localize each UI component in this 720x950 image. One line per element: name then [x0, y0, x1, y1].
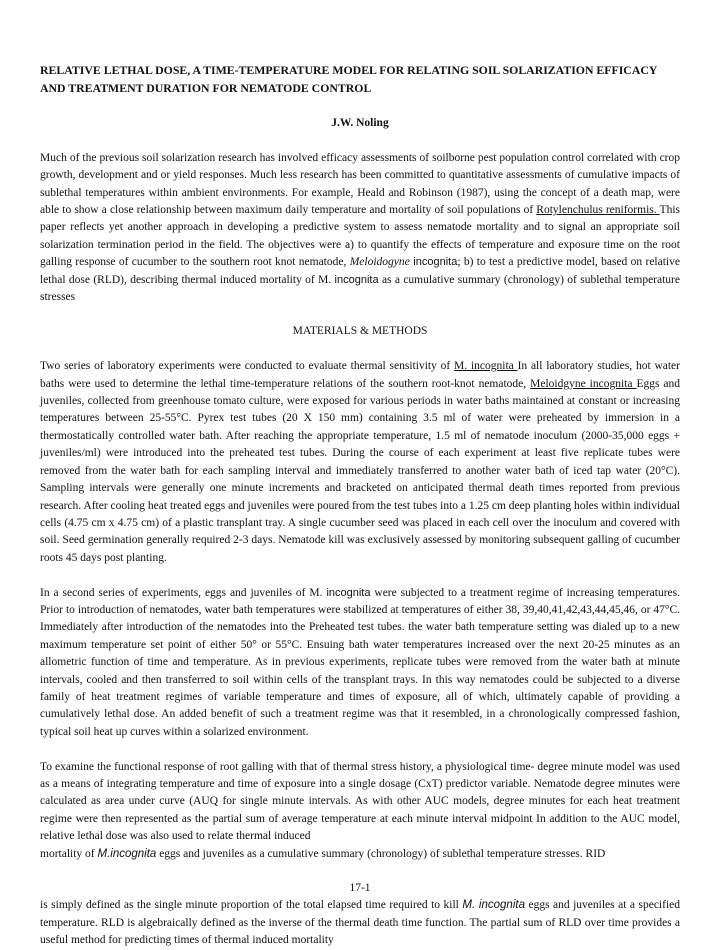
final-paragraph: [40, 897, 680, 949]
methods1-text-c: Eggs and juveniles, collected from greenhouse tomato culture, were exposed for various periods in water baths maintained at constant or increasing temperatures between 25-55°C. Pyrex test tubes (20 X 150 mm) containing 3.5 ml of water were preheated by immersion in a thermostatically controlled water bath. After reaching the appropriate temperature, 1.5 ml of nematode inoculum (2000-35,000 eggs + juveniles/ml) were introduced into the preheated test tubes. During the course of each experiment at least five replicate tubes were removed from the water bath for each sampling interval and immediately transferred to another water bath of iced tap water (20°C). Sampling intervals were generally one minute increments and bracketed on anticipated thermal death times reported from previous research. After cooling heat treated eggs and juveniles were poured from the test tubes into a 1.25 cm deep planting holes within individual cells (4.75 cm x 4.75 cm) of a plastic transplant tray. A single cucumber seed was placed in each cell over the inoculum and covered with soil. Seed germination generally required 2-3 days. Nematode kill was exclusively assessed by monitoring subsequent galling of cucumber roots 45 days post planting.: [40, 377, 681, 564]
page-number: 17-1: [349, 882, 371, 894]
species-name-rr: Rotylenchulus reniformis.: [536, 204, 660, 217]
author-name: J.W. Noling: [331, 117, 389, 129]
intro-text-2: This paper reflects yet another approach in developing a predictive system to assess nematode mortality and to signal an appropriate soil solarization termination period in the field. The objectives were a) to quantify the effects of temperature and exposure time on the root galling response of cucumber to the southern root knot nematode,: [40, 204, 680, 269]
methods3-text-c: eggs and juveniles as a cumulative summary (chronology) of sublethal temperature stresses. RID: [156, 847, 606, 860]
methods-paragraph-2: [40, 585, 680, 742]
species-epithet-3: incognita: [326, 586, 371, 599]
species-name-full: Meloidgyne incognita: [530, 377, 637, 390]
species-epithet: incognita: [409, 256, 458, 269]
methods2-text-a: In a second series of experiments, eggs and juveniles of M.: [40, 586, 327, 599]
methods-paragraph-3: [40, 759, 680, 863]
species-name-italic-2: M. incognita: [462, 899, 525, 912]
methods1-text-b: In all laboratory studies, hot water baths were used to determine the lethal time-temperature relations of the southern root-knot nematode,: [40, 360, 680, 390]
intro-text-3: ; b) to test a predictive model, based on relative lethal dose (RLD), describing thermal induced mortality of M.: [40, 256, 680, 286]
final-text-b: eggs and juveniles at a specified temperature. RLD is algebraically defined as the inverse of the thermal death time function. The partial sum of RLD over time provides a useful method for predicting times of thermal induced mortality: [40, 899, 680, 947]
section-heading-methods: MATERIALS & METHODS: [292, 325, 428, 338]
methods3-text-b: mortality of: [40, 847, 98, 860]
intro-text-4: as a cumulative summary (chronology) of sublethal temperature stresses: [40, 273, 680, 304]
final-text-a: is simply defined as the single minute proportion of the total elapsed time required to kill: [40, 899, 463, 912]
species-name-italic: M.incognita: [97, 847, 157, 860]
document-page: [40, 62, 680, 950]
species-genus: Meloidogyne: [349, 256, 410, 269]
species-epithet-2: incognita: [334, 273, 379, 286]
methods3-text-a: To examine the functional response of root galling with that of thermal stress history, a physiological time- degree minute model was used as a means of integrating temperature and time of exposure into a single dosage (CxT) predictor variable. Nematode degree minutes were calculated as area under curve (AUQ for single minute intervals. As with other AUC models, degree minutes for each heat treatment regime were then represented as the partial sum of average temperature at each minute interval midpoint In addition to the AUC model, relative lethal dose was also used to relate thermal induced: [40, 760, 680, 843]
paper-title: RELATIVE LETHAL DOSE, A TIME-TEMPERATURE MODEL FOR RELATING SOIL SOLARIZATION EFFICACY AND TREATMENT DURATION FOR NEMATODE CONTROL: [40, 63, 657, 95]
methods1-text-a: Two series of laboratory experiments were conducted to evaluate thermal sensitivity of: [40, 360, 455, 373]
methods-paragraph-1: [40, 358, 680, 567]
intro-paragraph: [40, 150, 680, 307]
species-name-mi: M. incognita: [454, 360, 518, 373]
methods2-text-b: were subjected to a treatment regime of increasing temperatures. Prior to introduction of nematodes, water bath temperatures were stabilized at temperatures of either 38, 39,40,41,42,43,44,45,46, or 47°C. Immediately after introduction of the nematodes into the Preheated test tubes. the water bath temperature setting was dialed up to a new maximum temperature set point of either 50° or 55°C. Ensuing bath water temperatures increased over the next 20-25 minutes as an allometric function of time and temperature. As in previous experiments, replicate tubes were removed from the water bath at minute intervals, cooled and then transferred to soil within cells of the transplant trays. In this way nematodes could be subjected to a diverse family of heat treatment regimes of variable temperature and times of exposure, all of which, ultimately capable of providing a cumulatively lethal dose. An added benefit of such a treatment regime was that it resembled, in a chronologically compressed fashion, typical soil heat up curves within a solarized environment.: [40, 586, 681, 738]
intro-text-1: Much of the previous soil solarization research has involved efficacy assessments of soilborne pest population control correlated with crop growth, development and or yield responses. Much less research has been committed to quantitative assessments of cumulative impacts of sublethal temperatures within ambient environments. For example, Heald and Robinson (1987), using the concept of a death map, were able to show a close relationship between maximum daily temperature and mortality of soil populations of: [40, 151, 680, 217]
